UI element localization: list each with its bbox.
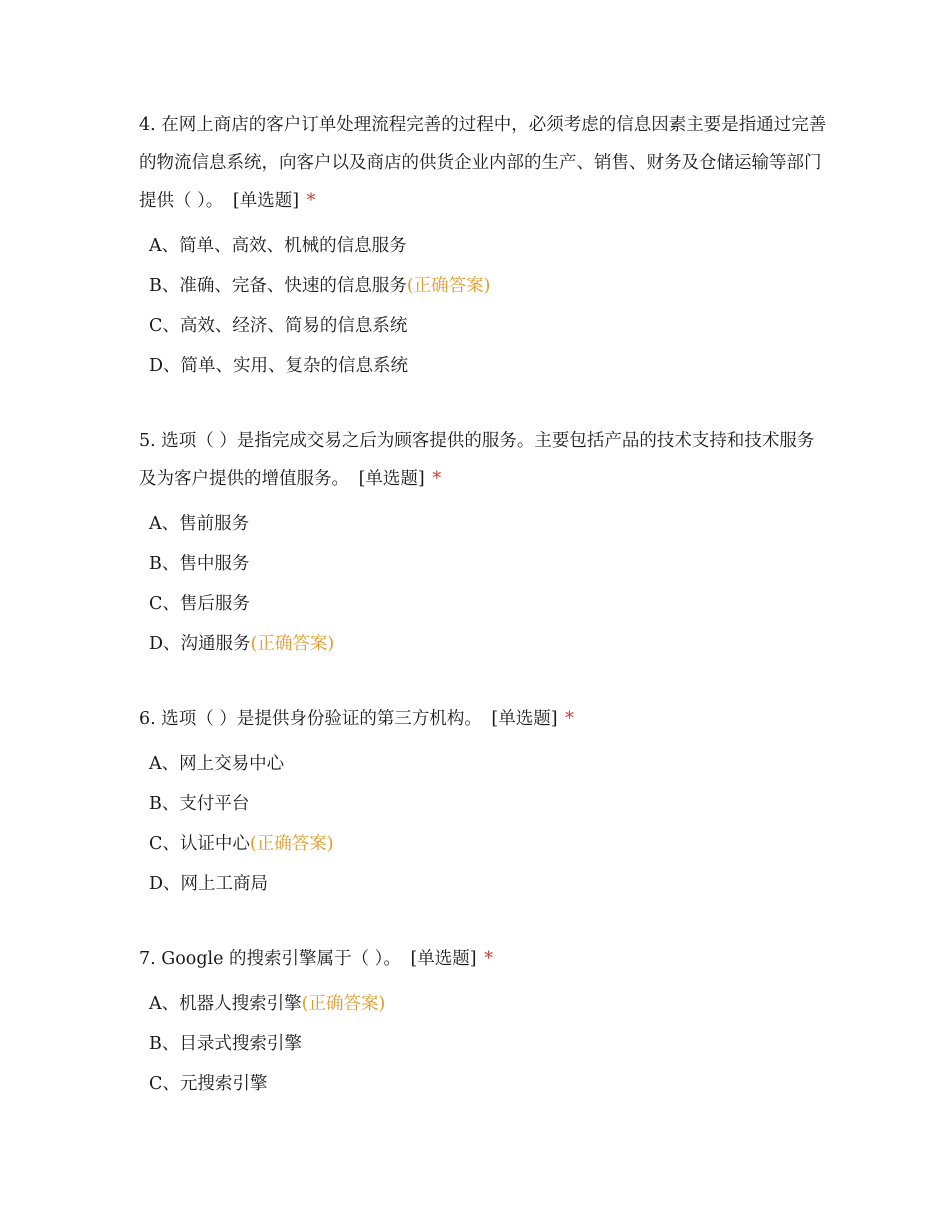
option-label: D、简单、实用、复杂的信息系统 (149, 356, 409, 376)
option-label: B、准确、完备、快速的信息服务 (149, 276, 407, 296)
option-b[interactable] (149, 544, 829, 584)
option-label: A、机器人搜索引擎 (149, 994, 302, 1014)
question-type-tag: [单选题] (232, 191, 300, 211)
question-title (139, 106, 829, 220)
question-text: 选项（ ）是指完成交易之后为顾客提供的服务。主要包括产品的技术支持和技术服务及为客户提供的增值服务。 (139, 431, 815, 489)
option-d[interactable] (149, 346, 829, 386)
option-list (139, 984, 829, 1104)
required-marker: * (565, 709, 574, 729)
option-label: C、高效、经济、简易的信息系统 (149, 316, 408, 336)
option-c[interactable] (149, 1064, 829, 1104)
question-type-tag: [单选题] (358, 469, 425, 489)
question-number: 7. (139, 949, 156, 969)
option-label: A、网上交易中心 (149, 754, 285, 774)
option-c[interactable] (149, 584, 829, 624)
question-type-tag: [单选题] (410, 949, 477, 969)
questionnaire-page (139, 106, 829, 1104)
option-label: C、售后服务 (149, 594, 250, 614)
question-type-tag: [单选题] (491, 709, 558, 729)
option-label: B、支付平台 (149, 794, 250, 814)
question-title (139, 422, 829, 498)
correct-answer-mark: (正确答案) (406, 276, 491, 296)
option-label: A、售前服务 (149, 514, 250, 534)
option-list (139, 226, 829, 386)
option-c[interactable] (149, 306, 829, 346)
option-label: D、沟通服务 (149, 634, 251, 654)
option-label: B、目录式搜索引擎 (149, 1034, 302, 1054)
question-number: 5. (139, 431, 156, 451)
option-list (139, 504, 829, 664)
required-marker: * (484, 949, 493, 969)
question-title (139, 700, 829, 738)
option-a[interactable] (149, 984, 829, 1024)
option-a[interactable] (149, 226, 829, 266)
option-a[interactable] (149, 504, 829, 544)
option-c[interactable] (149, 824, 829, 864)
correct-answer-mark: (正确答案) (249, 834, 334, 854)
option-d[interactable] (149, 624, 829, 664)
option-label: B、售中服务 (149, 554, 250, 574)
question-text: Google 的搜索引擎属于（ ）。 (161, 949, 401, 969)
question-text: 在网上商店的客户订单处理流程完善的过程中，必须考虑的信息因素主要是指通过完善的物流信息系统，向客户以及商店的供货企业内部的生产、销售、财务及仓储运输等部门提供（ ）。 (139, 115, 827, 211)
option-b[interactable] (149, 266, 829, 306)
question-number: 6. (139, 709, 156, 729)
option-label: C、认证中心 (149, 834, 250, 854)
question-7 (139, 940, 829, 1104)
required-marker: * (306, 191, 316, 211)
question-6 (139, 700, 829, 904)
correct-answer-mark: (正确答案) (301, 994, 386, 1014)
option-b[interactable] (149, 1024, 829, 1064)
option-list (139, 744, 829, 904)
option-label: A、简单、高效、机械的信息服务 (149, 236, 407, 256)
required-marker: * (432, 469, 442, 489)
option-a[interactable] (149, 744, 829, 784)
correct-answer-mark: (正确答案) (250, 634, 335, 654)
option-label: C、元搜索引擎 (149, 1074, 268, 1094)
question-number: 4. (139, 115, 156, 135)
question-title (139, 940, 829, 978)
option-d[interactable] (149, 864, 829, 904)
option-label: D、网上工商局 (149, 874, 269, 894)
question-5 (139, 422, 829, 664)
option-b[interactable] (149, 784, 829, 824)
question-text: 选项（ ）是提供身份验证的第三方机构。 (161, 709, 482, 729)
question-4 (139, 106, 829, 386)
